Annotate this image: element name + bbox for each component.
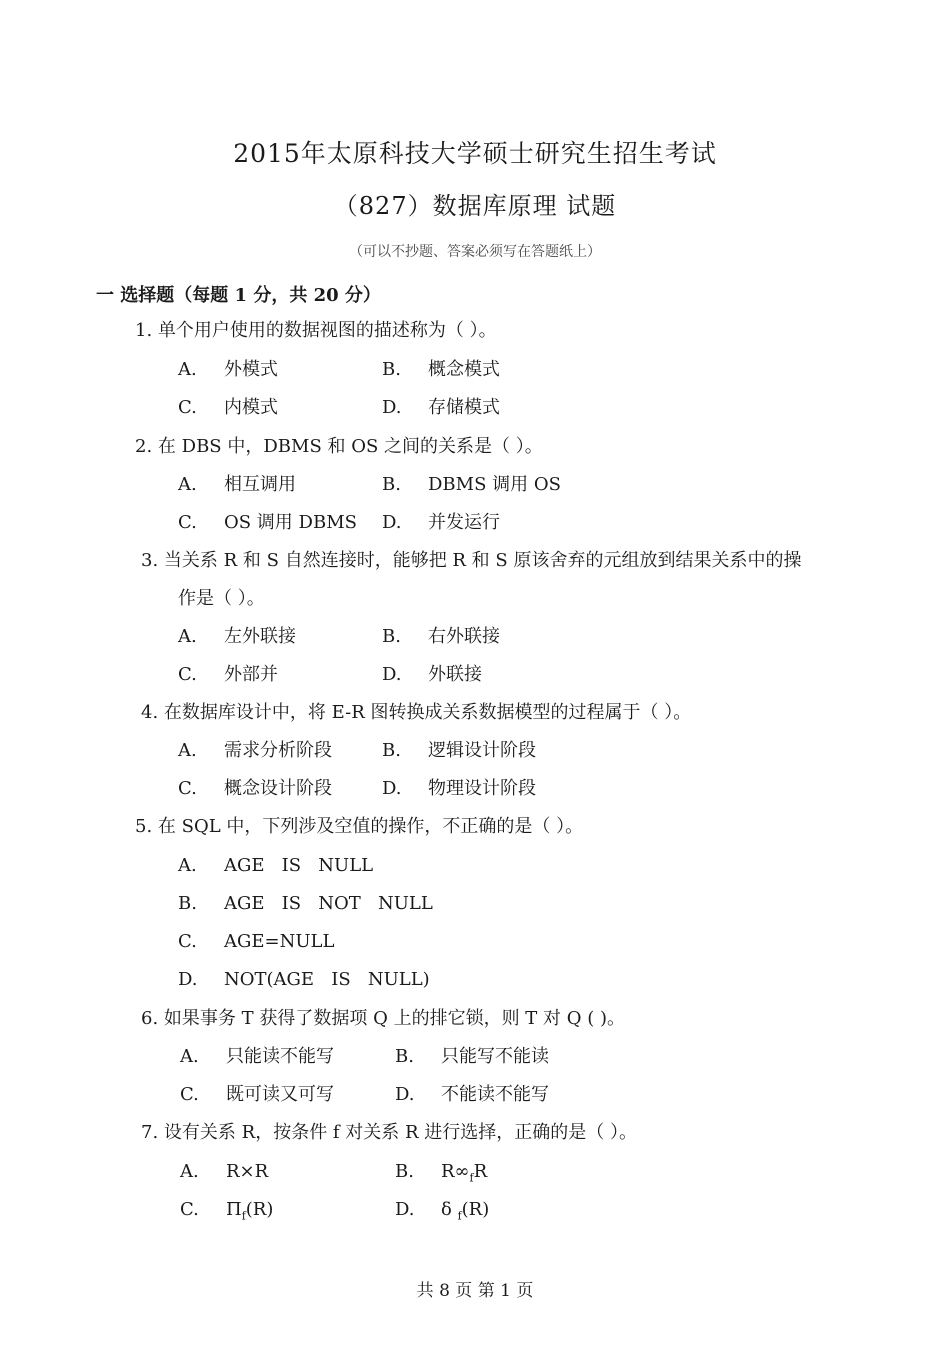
question-6 <box>141 1007 625 1031</box>
question-number: 7. <box>141 1122 159 1143</box>
question-4 <box>141 701 691 725</box>
question-text: 单个用户使用的数据视图的描述称为（ ）。 <box>157 320 497 341</box>
option-7a: A. R×R <box>180 1161 269 1182</box>
option-3d: D. 外联接 <box>382 664 482 685</box>
option-5a: A. AGE IS NULL <box>178 855 374 876</box>
option-2a: A. 相互调用 <box>178 474 296 495</box>
question-text: 当关系 R 和 S 自然连接时，能够把 R 和 S 原该舍弃的元组放到结果关系中的操 <box>163 550 802 571</box>
section-title: 一 选择题（每题 1 分，共 20 分） <box>96 285 381 306</box>
option-2d: D. 并发运行 <box>382 512 500 533</box>
question-3 <box>141 549 801 573</box>
question-text: 设有关系 R，按条件 f 对关系 R 进行选择，正确的是（ ）。 <box>163 1122 638 1143</box>
exam-note: （可以不抄题、答案必须写在答题纸上） <box>349 244 601 260</box>
option-1c: C. 内模式 <box>178 397 278 418</box>
question-text: 在 DBS 中，DBMS 和 OS 之间的关系是（ ）。 <box>157 436 543 457</box>
exam-subtitle: （827）数据库原理 试题 <box>333 192 617 220</box>
option-4d: D. 物理设计阶段 <box>382 778 536 799</box>
question-number: 4. <box>141 702 159 723</box>
question-text: 在数据库设计中，将 E-R 图转换成关系数据模型的过程属于（ ）。 <box>163 702 692 723</box>
option-1d: D. 存储模式 <box>382 397 500 418</box>
option-6b: B. 只能写不能读 <box>395 1046 549 1067</box>
exam-title: 2015年太原科技大学硕士研究生招生考试 <box>233 139 717 168</box>
option-1b: B. 概念模式 <box>382 359 500 380</box>
question-number: 6. <box>141 1008 159 1029</box>
question-text: 在 SQL 中，下列涉及空值的操作，不正确的是（ ）。 <box>157 816 584 837</box>
question-number: 1. <box>135 320 153 341</box>
option-6c: C. 既可读又可写 <box>180 1084 334 1105</box>
question-5 <box>135 815 583 839</box>
question-number: 3. <box>141 550 159 571</box>
option-3c: C. 外部并 <box>178 664 278 685</box>
option-7b: B. $R\infty_fR$ <box>395 1161 488 1185</box>
option-5b: B. AGE IS NOT NULL <box>178 893 433 914</box>
question-number: 2. <box>135 436 153 457</box>
option-3b: B. 右外联接 <box>382 626 500 647</box>
option-3a: A. 左外联接 <box>178 626 296 647</box>
option-4a: A. 需求分析阶段 <box>178 740 332 761</box>
option-5c: C. AGE=NULL <box>178 931 335 952</box>
option-2c: C. OS 调用 DBMS <box>178 512 357 533</box>
option-1a: A. 外模式 <box>178 359 278 380</box>
option-2b: B. DBMS 调用 OS <box>382 474 561 495</box>
question-2 <box>135 435 543 459</box>
option-7d: D. δ $_f$(R) <box>395 1199 490 1223</box>
question-1 <box>135 319 497 343</box>
option-4c: C. 概念设计阶段 <box>178 778 332 799</box>
question-3-continued: 作是（ ）。 <box>178 588 265 609</box>
option-5d: D. NOT(AGE IS NULL) <box>178 969 430 990</box>
option-7c: C. $\Pi_f(R)$ <box>180 1199 274 1223</box>
option-6d: D. 不能读不能写 <box>395 1084 549 1105</box>
option-6a: A. 只能读不能写 <box>180 1046 334 1067</box>
question-number: 5. <box>135 816 153 837</box>
option-4b: B. 逻辑设计阶段 <box>382 740 536 761</box>
question-7 <box>141 1121 637 1145</box>
page-footer: 共 8 页 第 1 页 <box>416 1281 534 1301</box>
question-text: 如果事务 T 获得了数据项 Q 上的排它锁，则 T 对 Q ( )。 <box>163 1008 625 1029</box>
